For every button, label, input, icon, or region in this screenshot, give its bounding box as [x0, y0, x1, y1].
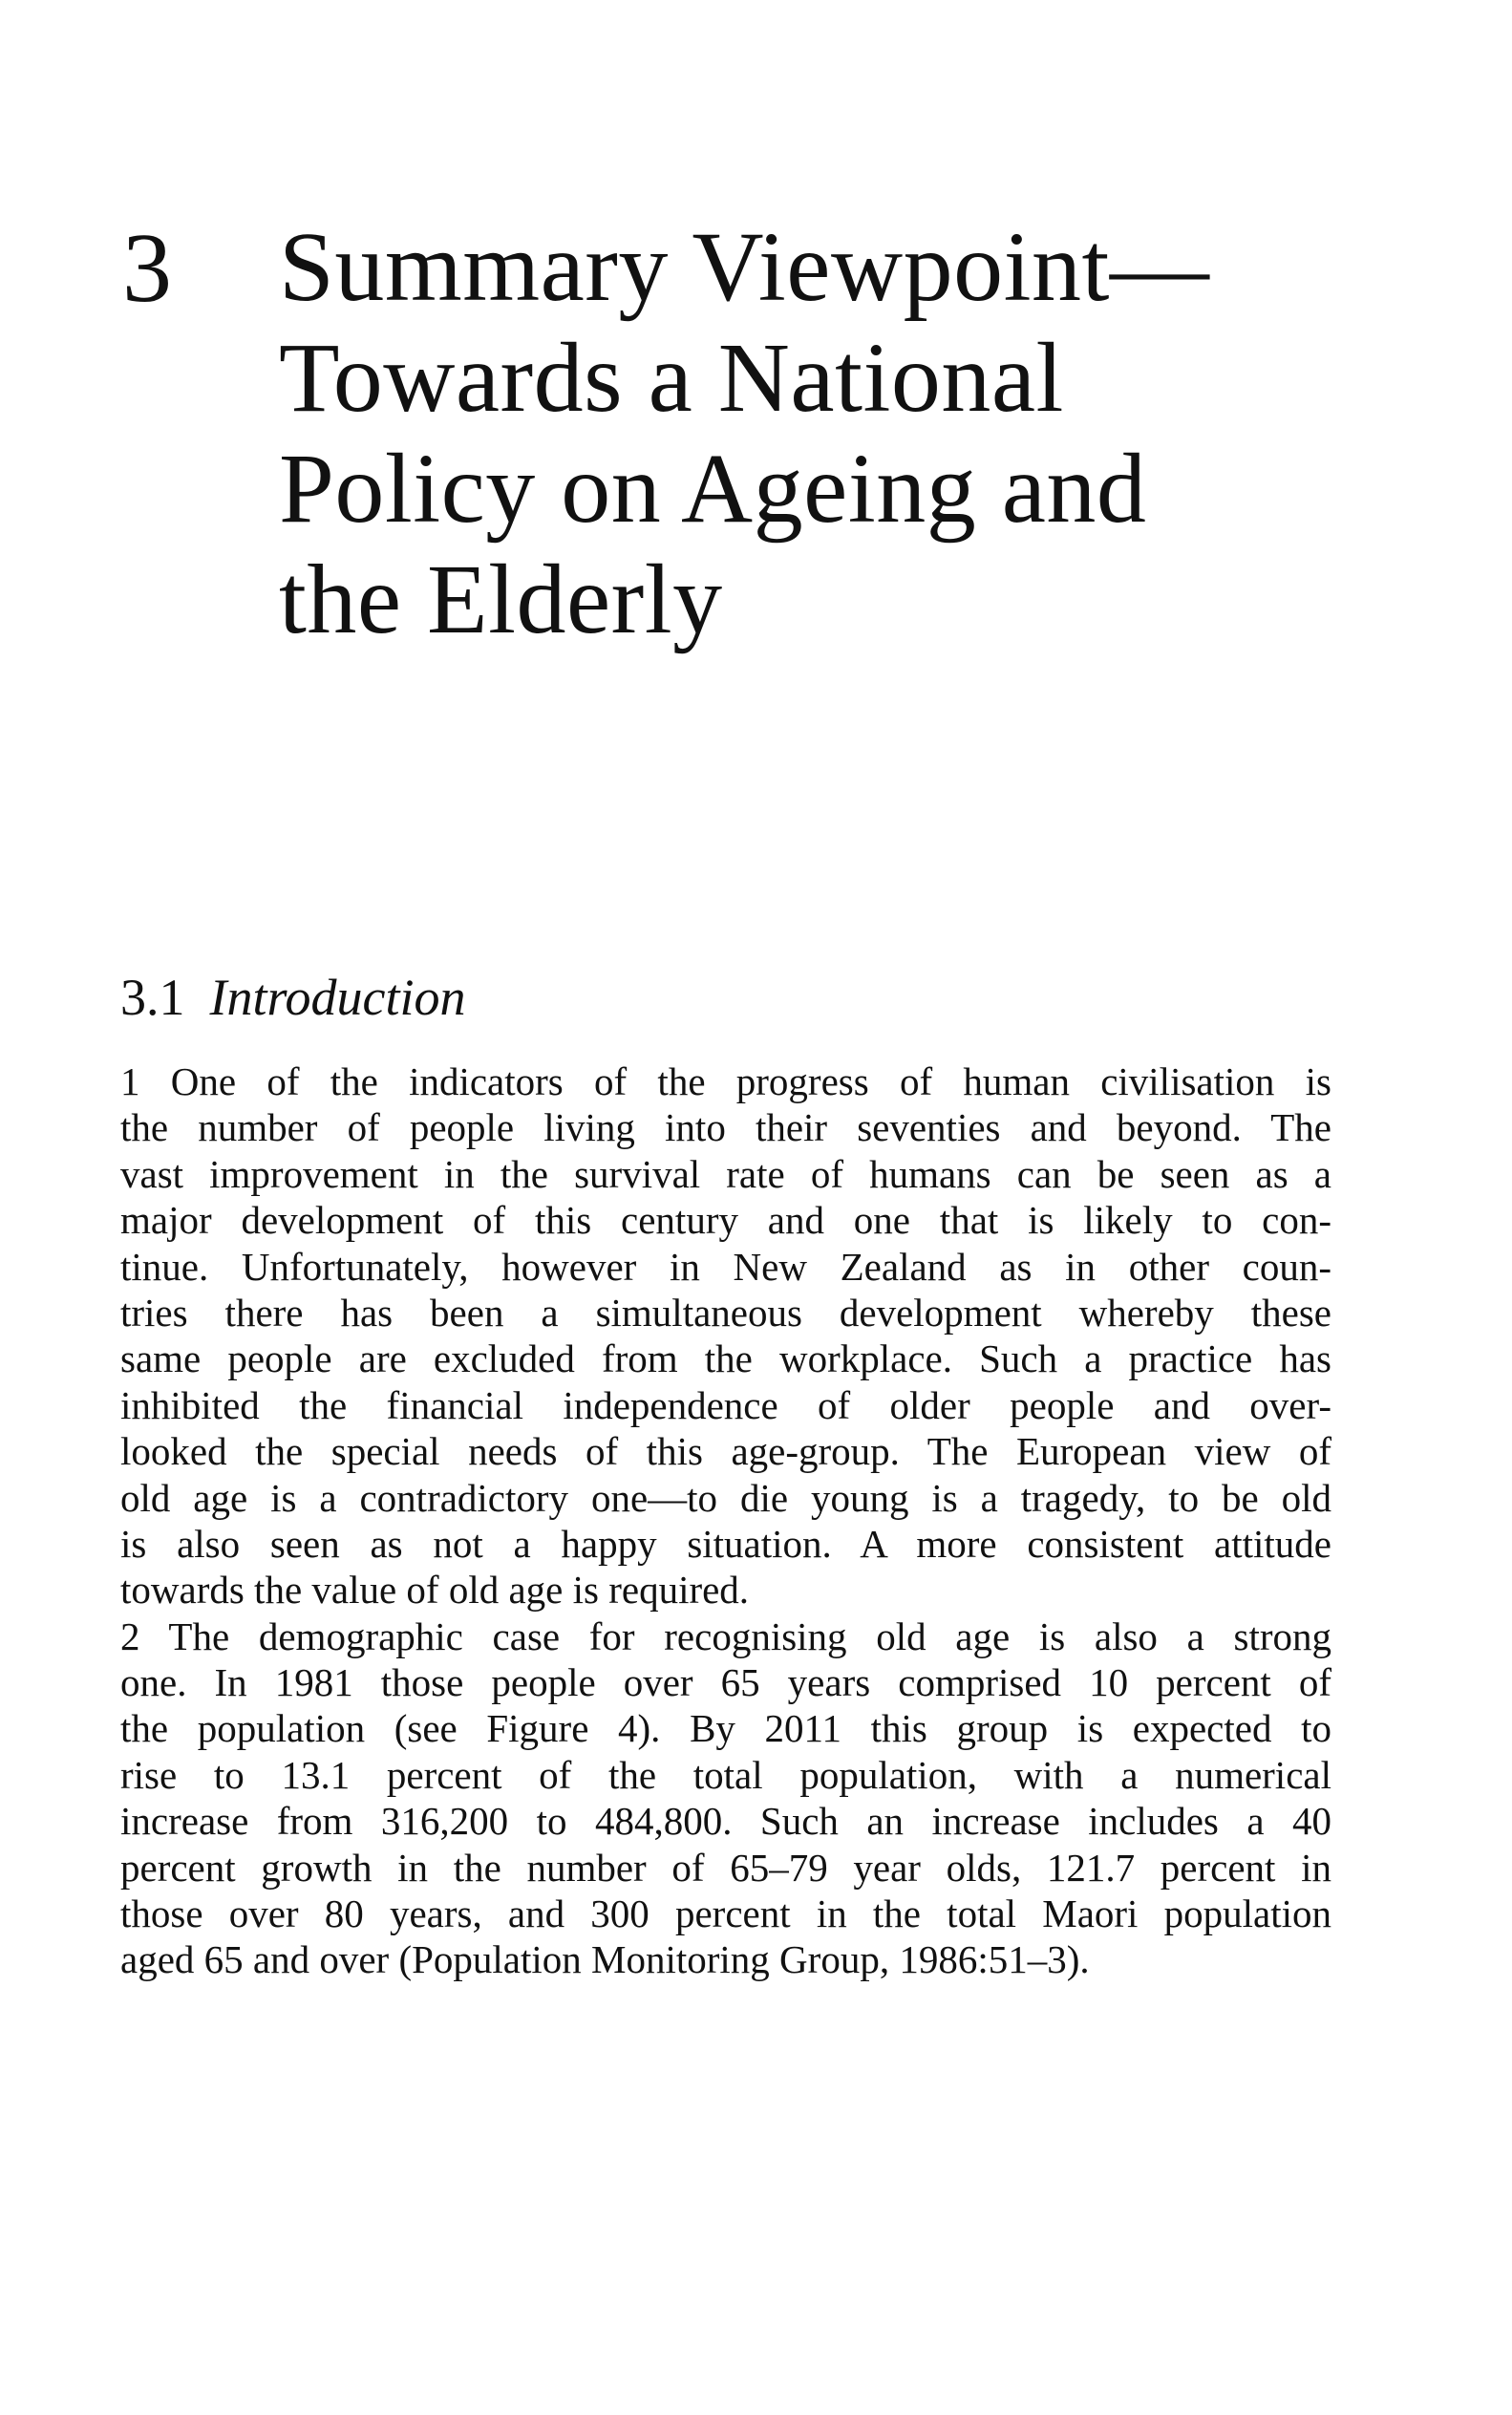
text-line: those over 80 years, and 300 percent in the total Maori population — [120, 1891, 1331, 1936]
chapter-title-line: Policy on Ageing and — [279, 434, 1147, 544]
text-line: looked the special needs of this age-group. The European view of — [120, 1429, 1331, 1474]
text-line: aged 65 and over (Population Monitoring Group, 1986:51–3). — [120, 1937, 1090, 1982]
text-line: rise to 13.1 percent of the total population, with a numerical — [120, 1752, 1331, 1797]
text-line: the population (see Figure 4). By 2011 this group is expected to — [120, 1706, 1331, 1751]
body-text — [120, 1058, 1331, 1983]
chapter-title-line: Towards a National — [279, 323, 1064, 433]
text-line: 2 The demographic case for recognising old age is also a strong — [120, 1614, 1331, 1658]
chapter-number: 3 — [122, 213, 172, 323]
text-line: tries there has been a simultaneous development whereby these — [120, 1290, 1331, 1335]
chapter-title — [279, 212, 1377, 655]
section-title: Introduction — [209, 969, 466, 1026]
text-line: 1 One of the indicators of the progress of human civilisation is — [120, 1059, 1331, 1103]
section-number: 3.1 — [120, 969, 185, 1026]
text-line: percent growth in the number of 65–79 year olds, 121.7 percent in — [120, 1845, 1331, 1890]
text-line: vast improvement in the survival rate of humans can be seen as a — [120, 1151, 1331, 1196]
chapter-title-line: the Elderly — [279, 545, 723, 654]
chapter-title-line: Summary Viewpoint— — [279, 212, 1210, 322]
paragraph-2 — [120, 1614, 1331, 1983]
text-line: is also seen as not a happy situation. A more consistent attitude — [120, 1521, 1331, 1566]
text-line: towards the value of old age is required. — [120, 1568, 750, 1613]
text-line: the number of people living into their seventies and beyond. The — [120, 1105, 1331, 1150]
text-line: increase from 316,200 to 484,800. Such an increase includes a 40 — [120, 1799, 1331, 1844]
text-line: tinue. Unfortunately, however in New Zealand as in other coun- — [120, 1244, 1331, 1289]
text-line: same people are excluded from the workplace. Such a practice has — [120, 1336, 1331, 1381]
text-line: major development of this century and one that is likely to con- — [120, 1198, 1331, 1243]
text-line: inhibited the financial independence of older people and over- — [120, 1382, 1331, 1427]
section-heading — [120, 967, 465, 1028]
text-line: one. In 1981 those people over 65 years comprised 10 percent of — [120, 1660, 1331, 1705]
paragraph-1 — [120, 1058, 1331, 1614]
text-line: old age is a contradictory one—to die young is a tragedy, to be old — [120, 1475, 1331, 1520]
